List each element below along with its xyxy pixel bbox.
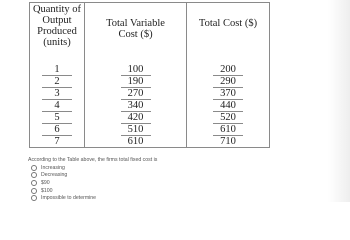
header-quantity-line-4: (units)	[43, 37, 71, 48]
cell-tc	[187, 136, 270, 148]
header-quantity-line-2: Output	[42, 15, 72, 26]
table-row	[30, 100, 270, 112]
header-total-variable-cost	[85, 3, 187, 65]
answer-option[interactable]	[31, 172, 96, 180]
cell-quantity	[30, 76, 85, 88]
cell-tvc-value: 270	[121, 88, 151, 100]
cell-tvc-value: 610	[127, 136, 144, 147]
answer-option[interactable]	[31, 179, 96, 187]
cell-quantity-value: 5	[42, 112, 72, 124]
table-header-row	[30, 3, 270, 65]
cell-tc	[187, 64, 270, 76]
cell-tvc-value: 420	[121, 112, 151, 124]
header-quantity-line-1: Quantity of	[32, 4, 82, 15]
question-prompt: According to the Table above, the firms total fixed cost is	[28, 157, 158, 163]
cell-quantity-value: 3	[42, 88, 72, 100]
cell-quantity	[30, 136, 85, 148]
radio-button-icon[interactable]	[31, 195, 37, 201]
header-tvc-line-1: Total Variable	[106, 18, 165, 29]
cell-tvc	[85, 76, 187, 88]
header-quantity-line-3: Produced	[37, 26, 77, 37]
cell-tvc	[85, 112, 187, 124]
answer-option-label: Decreasing	[41, 172, 68, 179]
cell-tc-value: 610	[213, 124, 243, 136]
cell-tvc-value: 100	[121, 64, 151, 76]
header-total-cost	[187, 3, 270, 65]
answer-option-label: $100	[41, 187, 53, 194]
cell-tc	[187, 112, 270, 124]
table-row	[30, 64, 270, 76]
answer-option-label: $90	[41, 179, 50, 186]
cell-tvc-value: 190	[121, 76, 151, 88]
cell-quantity	[30, 64, 85, 76]
cell-quantity-value: 2	[42, 76, 72, 88]
table-row	[30, 112, 270, 124]
cell-tc	[187, 88, 270, 100]
answer-option-label: Increasing	[41, 164, 65, 171]
cell-tc-value: 370	[213, 88, 243, 100]
cell-quantity	[30, 100, 85, 112]
radio-button-icon[interactable]	[31, 180, 37, 186]
edge-shadow	[328, 0, 350, 202]
radio-button-icon[interactable]	[31, 188, 37, 194]
answer-options	[31, 164, 96, 202]
cell-tvc-value: 340	[121, 100, 151, 112]
answer-option[interactable]	[31, 164, 96, 172]
radio-button-icon[interactable]	[31, 165, 37, 171]
cell-tc	[187, 100, 270, 112]
table-row	[30, 124, 270, 136]
cell-quantity-value: 4	[42, 100, 72, 112]
cell-tvc	[85, 100, 187, 112]
cell-tc-value: 520	[213, 112, 243, 124]
cell-quantity-value: 7	[54, 136, 60, 147]
header-tvc-line-2: Cost ($)	[118, 29, 153, 40]
cell-tc-value: 290	[213, 76, 243, 88]
cell-tc	[187, 124, 270, 136]
table-row	[30, 76, 270, 88]
cell-quantity-value: 1	[42, 64, 72, 76]
answer-option-label: Impossible to determine	[41, 195, 97, 202]
table-row	[30, 88, 270, 100]
cell-quantity	[30, 112, 85, 124]
cell-tvc	[85, 124, 187, 136]
radio-button-icon[interactable]	[31, 172, 37, 178]
cell-quantity	[30, 124, 85, 136]
cell-tvc	[85, 136, 187, 148]
cell-tvc-value: 510	[121, 124, 151, 136]
cell-tc	[187, 76, 270, 88]
cell-quantity-value: 6	[42, 124, 72, 136]
cell-tc-value: 440	[213, 100, 243, 112]
cost-table	[29, 2, 270, 148]
cell-tvc	[85, 64, 187, 76]
answer-option[interactable]	[31, 187, 96, 195]
cell-quantity	[30, 88, 85, 100]
cell-tc-value: 200	[213, 64, 243, 76]
header-quantity	[30, 3, 85, 65]
header-tc-line: Total Cost ($)	[198, 18, 258, 29]
table-row	[30, 136, 270, 148]
cell-tvc	[85, 88, 187, 100]
cell-tc-value: 710	[220, 136, 236, 147]
answer-option[interactable]	[31, 194, 96, 202]
